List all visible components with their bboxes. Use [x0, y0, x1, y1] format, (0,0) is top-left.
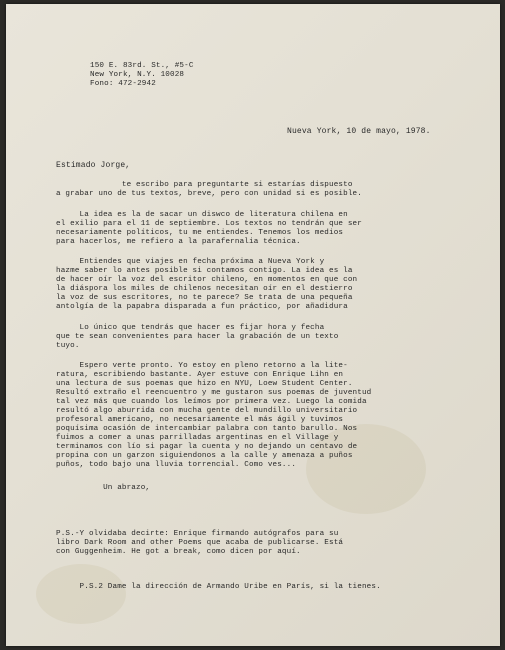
body-line: una lectura de sus poemas que hizo en NYU, Loew Student Center. [56, 380, 353, 388]
body-line: Resultó extraño el reencuentro y me gustaron sus poemas de juventud [56, 389, 372, 397]
body-line: ratura, escribiendo bastante. Ayer estuve con Enrique Lihn en [56, 371, 344, 379]
ps-line: P.S.2 Dame la dirección de Armando Uribe en París, si la tienes. [56, 583, 381, 591]
body-line: la diáspora los miles de chilenos necesitan oír en el destierro [56, 285, 353, 293]
ps-line: P.S.-Y olvidaba decirte: Enrique firmando autógrafos para su [56, 530, 339, 538]
address-line: New York, N.Y. 10028 [90, 71, 185, 79]
body-line: La idea es la de sacar un diswco de literatura chilena en [56, 211, 348, 219]
paper-stain [36, 564, 126, 624]
body-line: fuimos a comer a unas parrilladas argentinas en el Village y [56, 434, 339, 442]
body-line: Entiendes que viajes en fecha próxima a Nueva York y [56, 258, 325, 266]
body-line: poquísima ocasión de intercambiar palabra con tanto barullo. Nos [56, 425, 358, 433]
ps-line: con Guggenheim. He got a break, como dicen por aquí. [56, 548, 301, 556]
body-line: a grabar uno de tus textos, breve, pero con unidad si es posible. [56, 190, 362, 198]
letter-date: Nueva York, 10 de mayo, 1978. [287, 127, 431, 136]
body-line: el exilio para el 11 de septiembre. Los textos no tendrán que ser [56, 220, 362, 228]
closing: Un abrazo, [56, 484, 151, 492]
body-line: que te sean convenientes para hacer la grabación de un texto [56, 333, 339, 341]
salutation: Estimado Jorge, [56, 161, 131, 170]
address-line: 150 E. 83rd. St., #5-C [90, 62, 194, 70]
body-line: resultó algo aburrida con mucha gente del mundillo universitario [56, 407, 358, 415]
body-line: la voz de sus escritores, no te parece? Se trata de una pequeña [56, 294, 353, 302]
body-line: de hacer oír la voz del escritor chileno, en momentos en que con [56, 276, 358, 284]
body-line: Espero verte pronto. Yo estoy en pleno retorno a la lite- [56, 362, 348, 370]
body-line: tuyo. [56, 342, 80, 350]
body-line: Lo único que tendrás que hacer es fijar hora y fecha [56, 324, 325, 332]
address-line: Fono: 472-2942 [90, 80, 156, 88]
body-line: necesariamente políticos, tu me entiendes. Tenemos los medios [56, 229, 344, 237]
body-line: profesoral americano, no necesariamente el más ágil y tuvimos [56, 416, 344, 424]
body-line: propina con un garzon siguiendonos a la calle y amenaza a puños [56, 452, 353, 460]
body-line: terminamos con lío si pagar la cuenta y no dejando un centavo de [56, 443, 358, 451]
letter-page [6, 4, 500, 646]
body-line: te escribo para preguntarte si estarías dispuesto [56, 181, 353, 189]
body-line: puños, todo bajo una lluvia torrencial. Como ves... [56, 461, 297, 469]
body-line: tal vez más que cuando los leímos por primera vez. Luego la comida [56, 398, 367, 406]
body-line: hazme saber lo antes posible si contamos contigo. La idea es la [56, 267, 353, 275]
body-line: antolgía de la papabra disparada a fun práctico, por añadidura [56, 303, 348, 311]
body-line: para hacerlos, me refiero a la parafernalia técnica. [56, 238, 301, 246]
ps-line: libro Dark Room and other Poems que acaba de publicarse. Está [56, 539, 344, 547]
